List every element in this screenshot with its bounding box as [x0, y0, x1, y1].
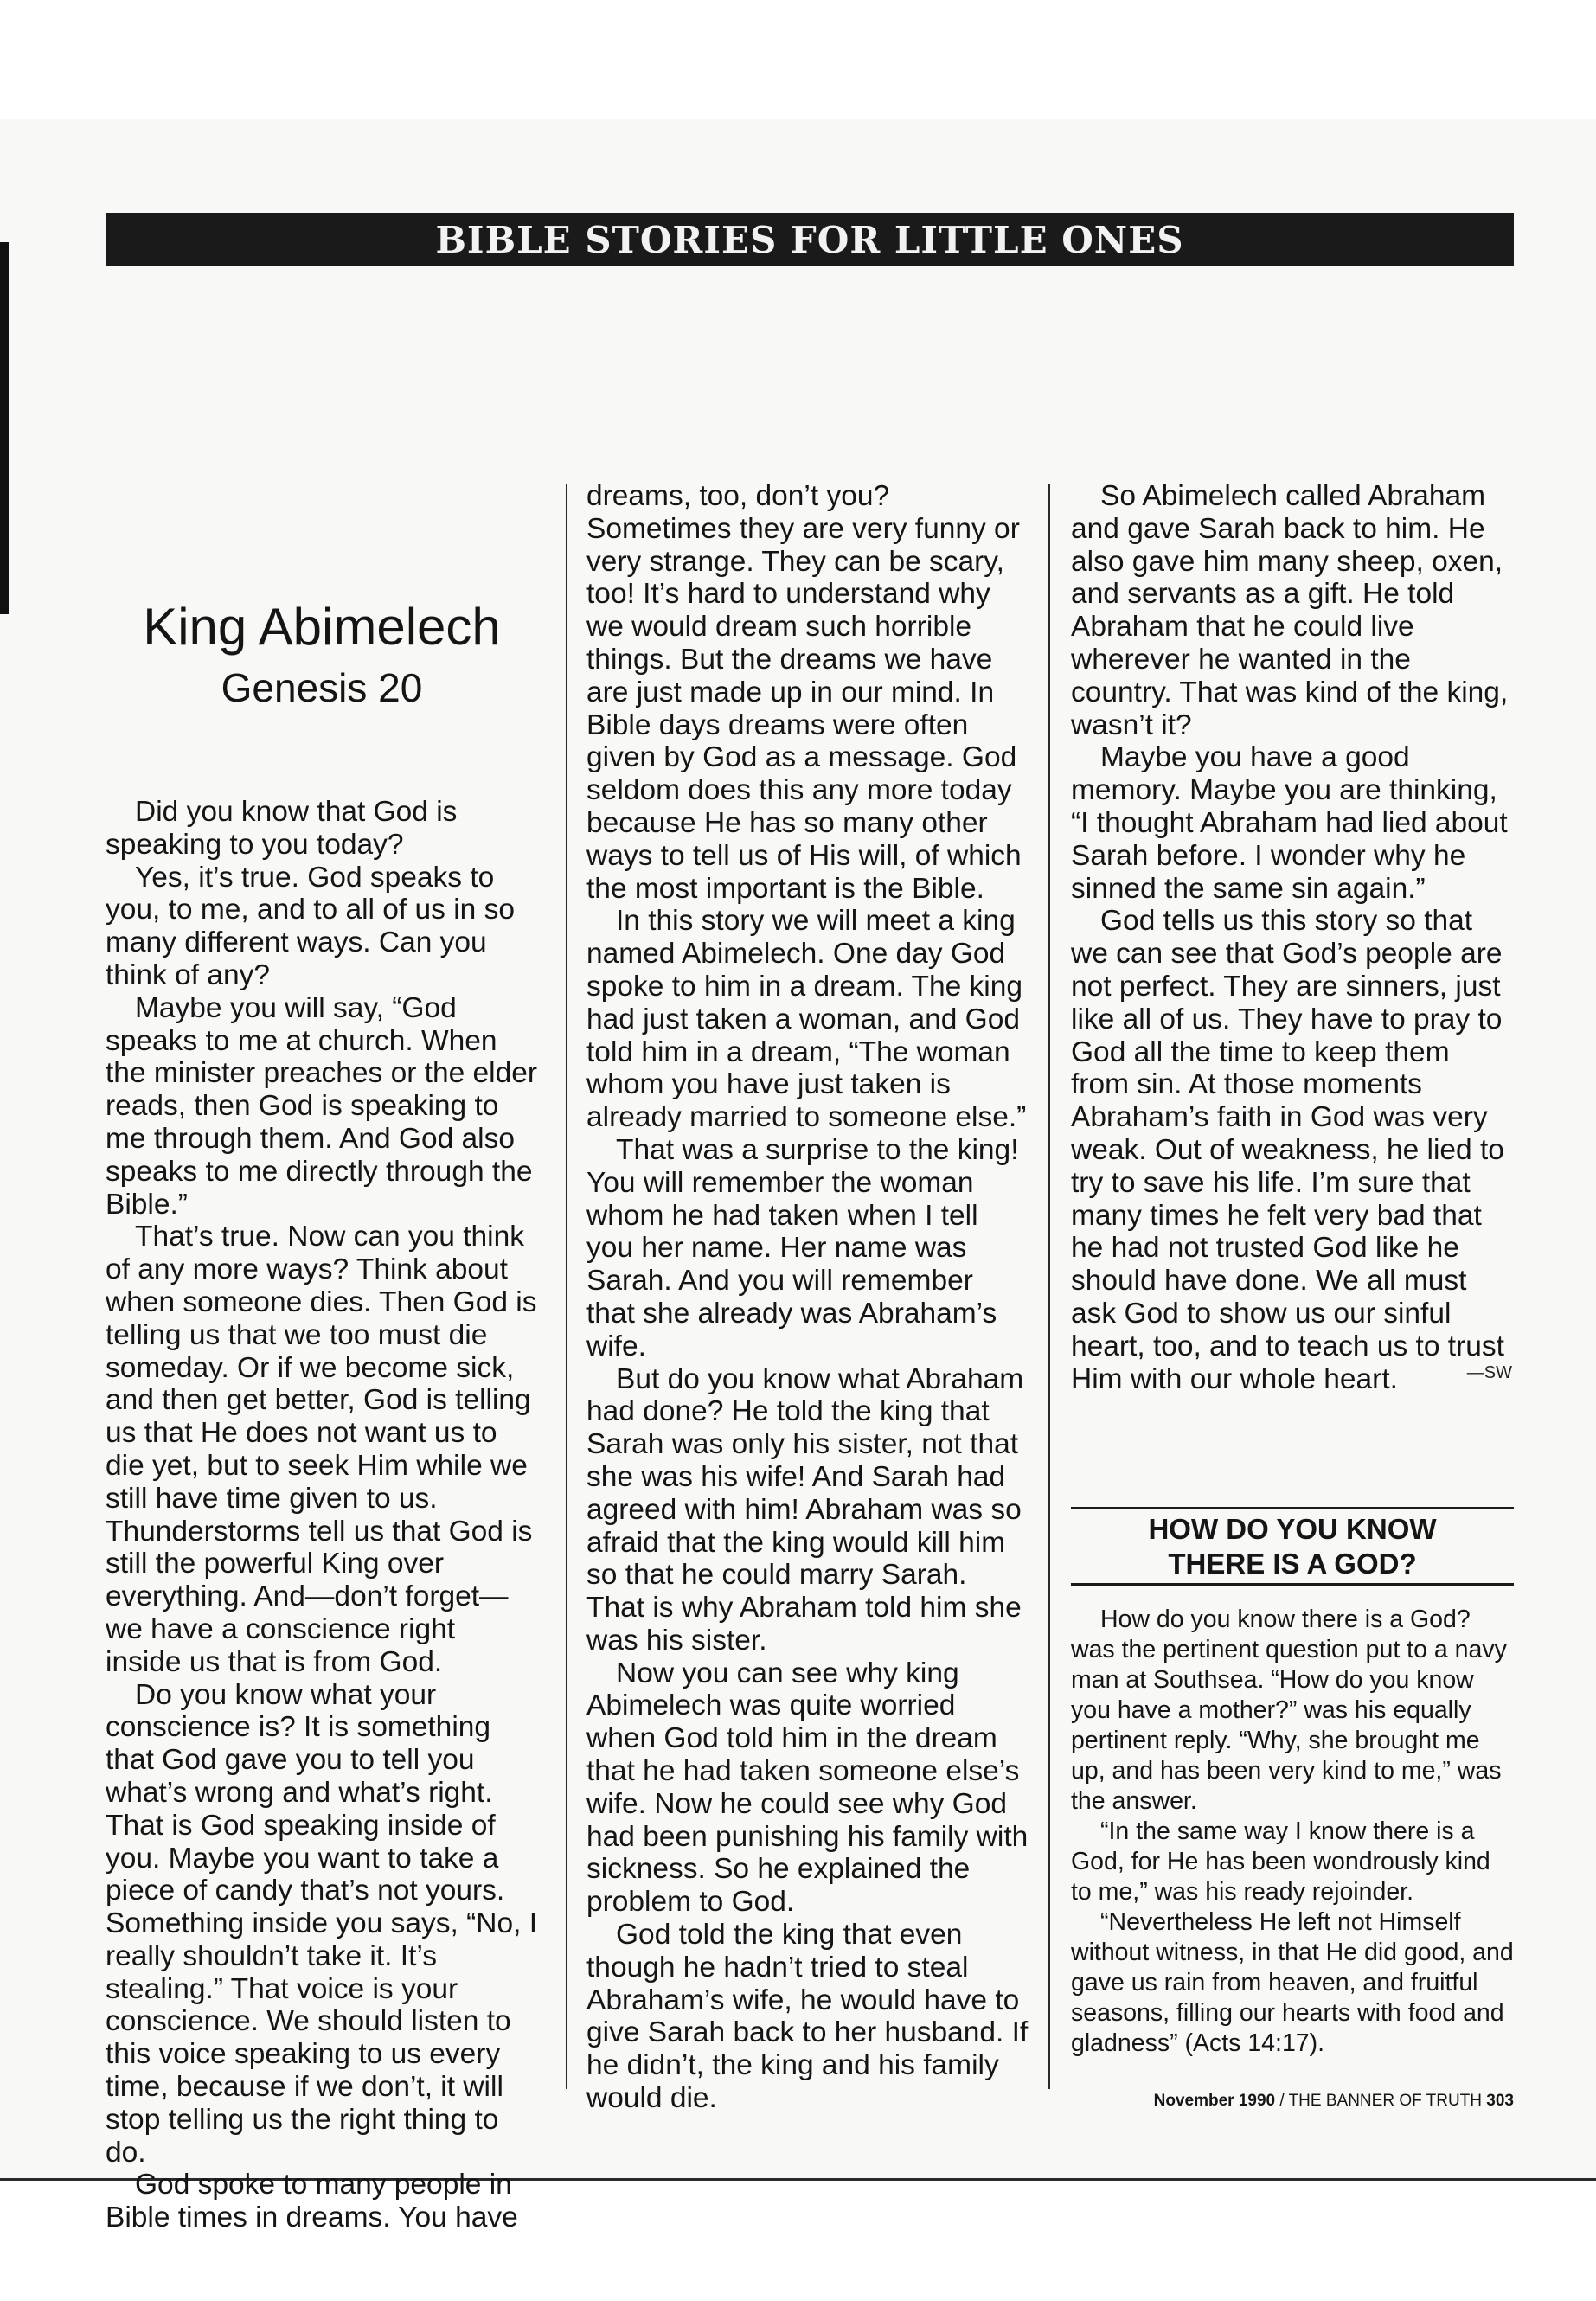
paragraph: How do you know there is a God? was the pertinent question put to a navy man at Southsea. “How do you know you have a mother?” was his equally pertinent reply. “Why, she brought me up, and has been very kind to me,” was the answer.	[1071, 1606, 1507, 1815]
sidebar-title-line: THERE IS A GOD?	[1168, 1548, 1417, 1580]
paragraph: Maybe you will say, “God speaks to me at church. When the minister preaches or the elder reads, then God is speaking to me through them. And God also speaks to me directly through the Bible.”	[106, 991, 538, 1221]
sidebar-bottom-rule	[1071, 1583, 1514, 1586]
sidebar-title-line: HOW DO YOU KNOW	[1148, 1513, 1437, 1545]
sidebar-body	[1071, 1605, 1514, 2059]
paragraph: Yes, it’s true. God speaks to you, to me, and to all of us in so many different ways. Can you think of any?	[106, 861, 515, 991]
sidebar-top-rule	[1071, 1507, 1514, 1509]
paragraph: God spoke to many people in Bible times in dreams. You have	[106, 2169, 518, 2234]
paragraph: Do you know what your conscience is? It is something that God gave you to tell you what’s wrong and what’s right. That is God speaking inside of you. Maybe you want to take a piece of candy that’s not yours. Something inside you says, “No, I really shouldn’t take it. It’s stealing.” That voice is your conscience. We should listen to this voice speaking to us every time, because if we don’t, it will stop telling us the right thing to do.	[106, 1678, 538, 2169]
paragraph: But do you know what Abraham had done? He told the king that Sarah was only his sister, not that she was his wife! And Sarah had agreed with him! Abraham was so afraid that the king would kill him so that he could marry Sarah. That is why Abraham told him she was his sister.	[586, 1362, 1024, 1657]
footer-date: November 1990	[1153, 2092, 1276, 2110]
paragraph: dreams, too, don’t you? Sometimes they are very funny or very strange. They can be scary, too! It’s hard to understand why we would dream such horrible things. But the dreams we have are just made up in our mind. In Bible days dreams were often given by God as a message. God seldom does this any more today because He has so many other ways to tell us of His will, of which the most important is the Bible.	[586, 480, 1022, 905]
paragraph: God tells us this story so that we can see that God’s people are not perfect. They are sinners, just like all of us. They have to pray to God all the time to keep them from sin. At those moments Abraham’s faith in God was very weak. Out of weakness, he lied to try to save his life. I’m sure that many times he felt very bad that he had not trusted God like he should have done. We all must ask God to show us our sinful heart, too, and to teach us to trust Him with our whole heart.	[1071, 905, 1504, 1395]
paragraph: In this story we will meet a king named Abimelech. One day God spoke to him in a dream. The king had just taken a woman, and God told him in a dream, “The woman whom you have just taken is already married to someone else.”	[586, 905, 1027, 1134]
page-number: 303	[1486, 2092, 1514, 2110]
paragraph: Maybe you have a good memory. Maybe you are thinking, “I thought Abraham had lied about Sarah before. I wonder why he sinned the same sin again.”	[1071, 741, 1508, 905]
paragraph: Did you know that God is speaking to you today?	[106, 796, 458, 861]
paragraph: That’s true. Now can you think of any more ways? Think about when someone dies. Then God is telling us that we too must die someday. Or if we become sick, and then get better, God is telling us that He does not want us to die yet, but to seek Him while we still have time given to us. Thunderstorms tell us that God is still the powerful King over everything. And—don’t forget—we have a conscience right inside us that is from God.	[106, 1221, 537, 1678]
paragraph: That was a surprise to the king! You will remember the woman whom he had taken when I tell you her name. Her name was Sarah. And you will remember that she already was Abraham’s wife.	[586, 1133, 1019, 1362]
story-title: King Abimelech	[143, 598, 501, 656]
page-footer	[1038, 2092, 1514, 2111]
column-divider	[566, 484, 567, 2089]
binding-edge	[0, 242, 9, 614]
author-initials: —SW	[1466, 1363, 1512, 1382]
paragraph: Now you can see why king Abimelech was quite worried when God told him in the dream that he had taken someone else’s wife. Now he could see why God had been punishing his family with sickness. So he explained the problem to God.	[586, 1657, 1029, 1919]
article-column-3	[1071, 480, 1512, 1395]
article-column-2	[586, 480, 1029, 2115]
paragraph: So Abimelech called Abraham and gave Sarah back to him. He also gave him many sheep, oxen, and servants as a gift. He told Abraham that he could live wherever he wanted in the country. That was kind of the king, wasn’t it?	[1071, 480, 1509, 741]
column-divider	[1048, 484, 1050, 2089]
article-column-1	[106, 796, 538, 2234]
paragraph: God told the king that even though he hadn’t tried to steal Abraham’s wife, he would have to give Sarah back to her husband. If he didn’t, the king and his family would die.	[586, 1919, 1029, 2115]
paragraph: “In the same way I know there is a God, for He has been wondrously kind to me,” was his ready rejoinder.	[1071, 1817, 1490, 1906]
section-banner: BIBLE STORIES FOR LITTLE ONES	[106, 213, 1514, 266]
paragraph: “Nevertheless He left not Himself without witness, in that He did good, and gave us rain from heaven, and fruitful seasons, filling our hearts with food and gladness” (Acts 14:17).	[1071, 1908, 1514, 2057]
sidebar-title	[1071, 1512, 1514, 1581]
story-reference: Genesis 20	[221, 665, 423, 710]
footer-publication: / THE BANNER OF TRUTH	[1279, 2092, 1483, 2110]
